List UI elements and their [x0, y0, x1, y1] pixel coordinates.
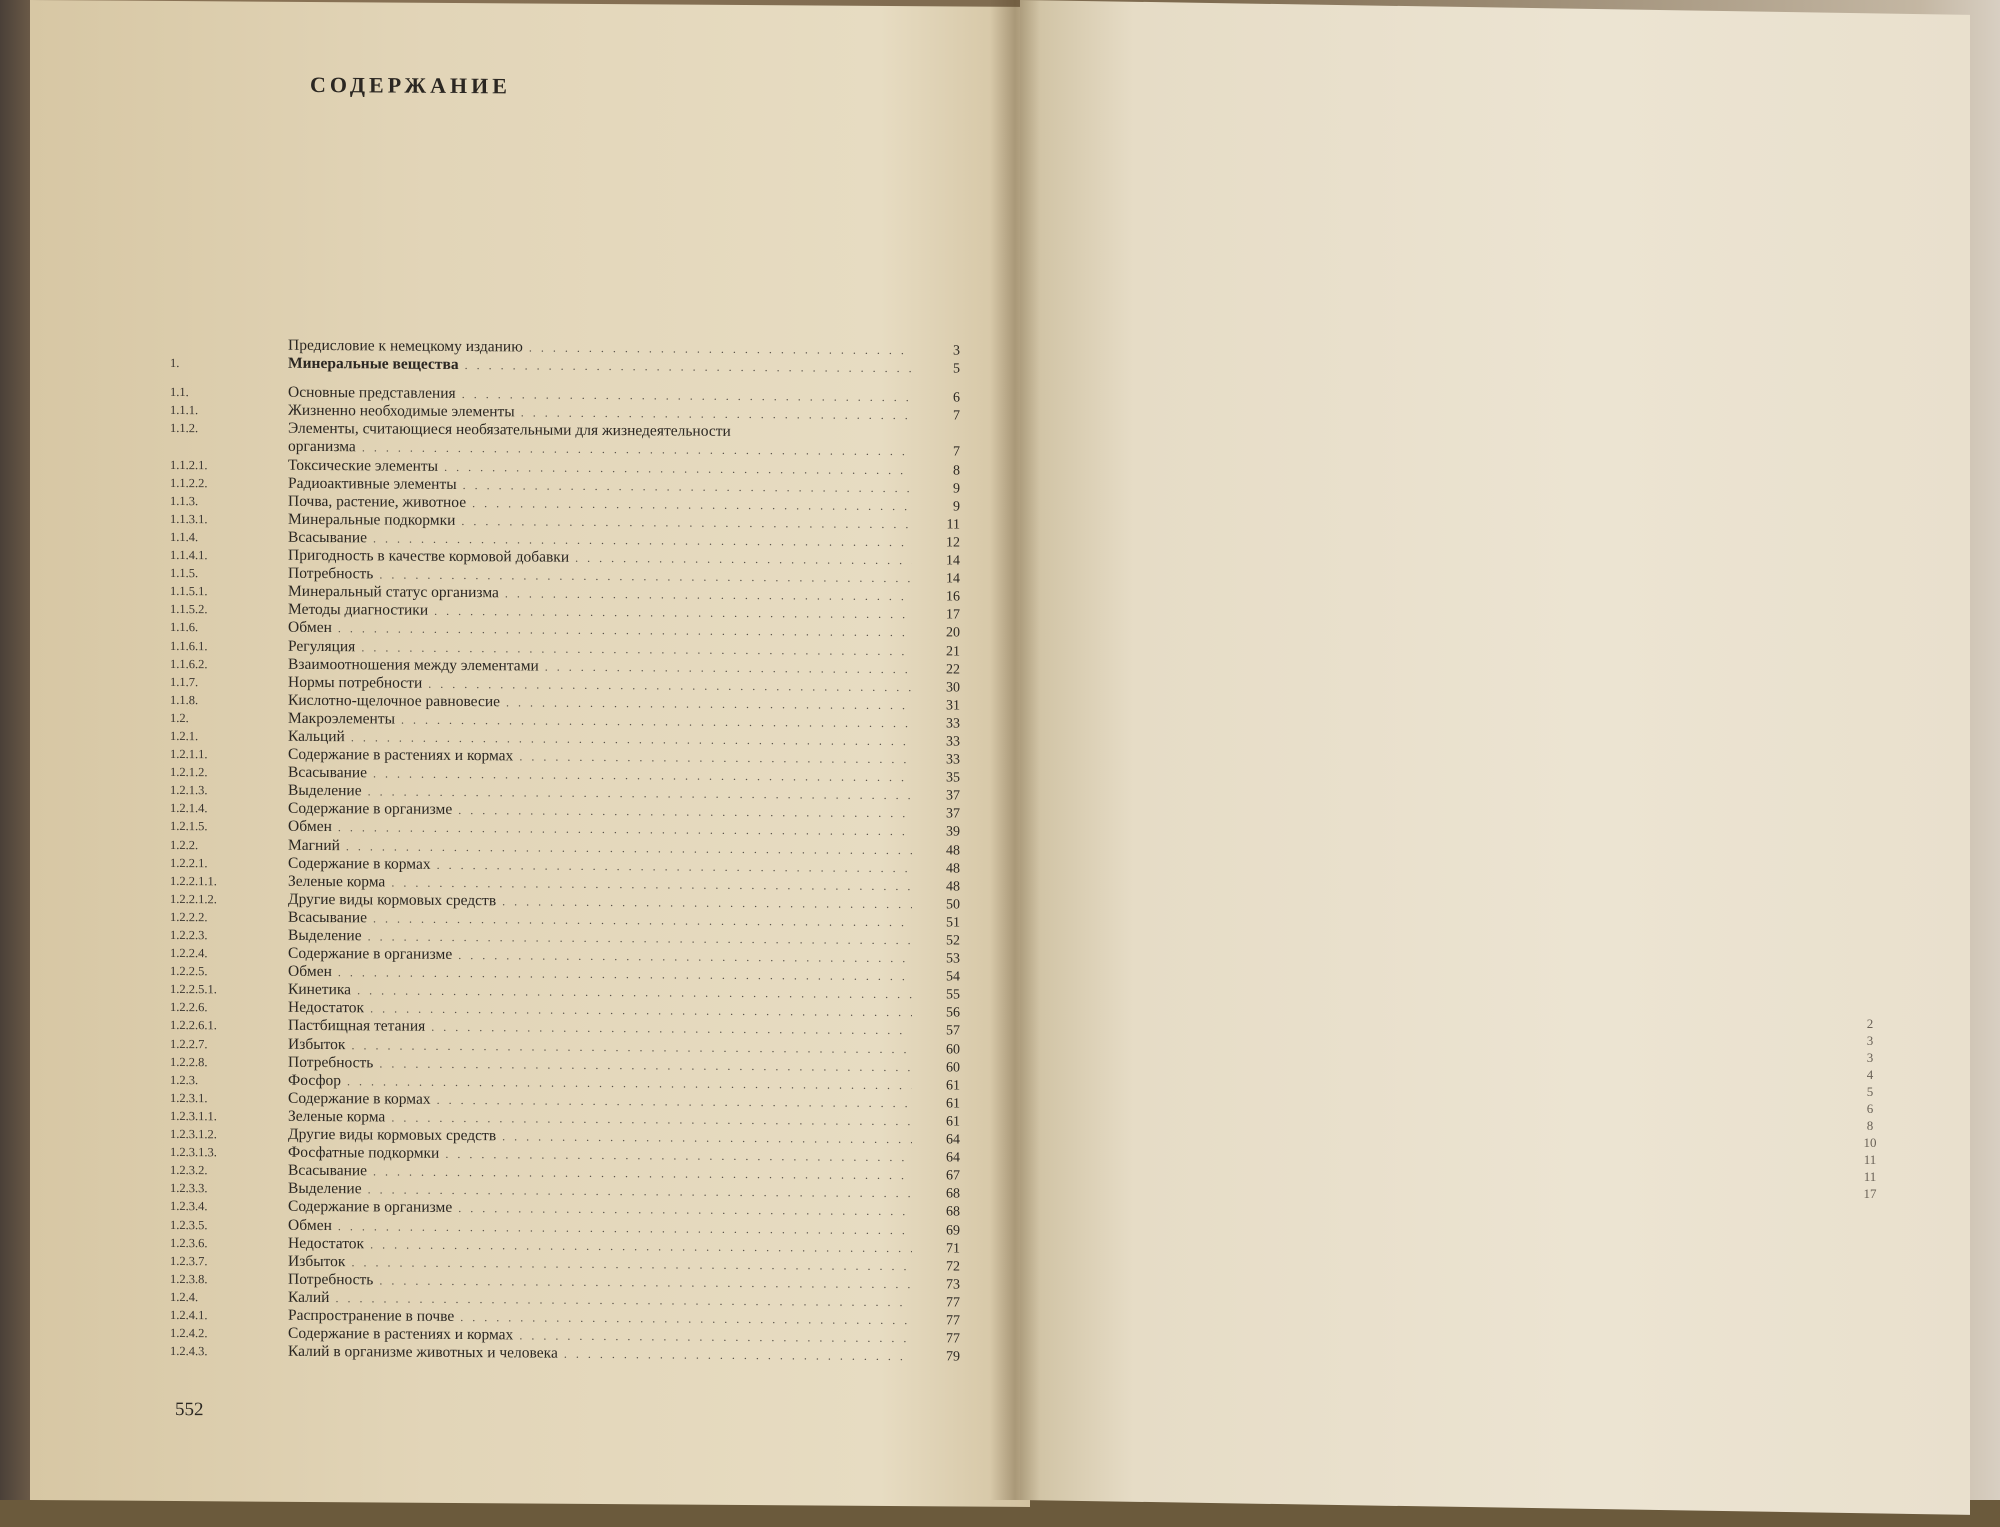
- toc-entry-title: Калий: [288, 1289, 329, 1307]
- toc-entry-title: Зеленые корма: [288, 1108, 385, 1127]
- toc-entry-title: Токсические элементы: [288, 456, 438, 475]
- toc-entry-page: 31: [918, 698, 960, 714]
- toc-leader-dots: [529, 340, 912, 358]
- toc-entry-title: Обмен: [288, 619, 332, 637]
- toc-entry-page: 33: [918, 752, 960, 768]
- toc-entry-page: 33: [918, 734, 960, 750]
- toc-entry-number: 1.2.3.2.: [170, 1163, 288, 1179]
- toc-entry-page: 14: [918, 571, 960, 587]
- toc-entry-number: 1.1.5.2.: [170, 602, 288, 618]
- toc-entry-number: 1.2.2.4.: [170, 946, 288, 962]
- toc-entry-page: 30: [918, 680, 960, 696]
- toc-entry-number: 1.2.2.5.: [170, 964, 288, 980]
- toc-entry-page: 73: [918, 1277, 960, 1293]
- toc-entry-title: Зеленые корма: [288, 873, 385, 892]
- toc-entry-page: 22: [918, 662, 960, 678]
- toc-entry-title: Выделение: [288, 782, 362, 801]
- toc-entry-title: Потребность: [288, 1053, 373, 1072]
- toc-entry-number: 1.2.3.6.: [170, 1236, 288, 1252]
- toc-entry-page: 51: [918, 915, 960, 931]
- toc-leader-dots: [437, 1093, 912, 1111]
- toc-entry-title: Пастбищная тетания: [288, 1017, 425, 1036]
- toc-entry-number: 1.: [170, 356, 288, 372]
- toc-entry-number: 1.2.1.3.: [170, 783, 288, 799]
- toc-entry-page: 77: [918, 1295, 960, 1311]
- toc-entry-page: 8: [918, 463, 960, 479]
- toc-entry-title: Пригодность в качестве кормовой добавки: [288, 547, 569, 567]
- toc-entry-title: Кислотно-щелочное равновесие: [288, 692, 500, 711]
- margin-mark: 2: [1855, 1015, 1885, 1032]
- toc-entry-title: Выделение: [288, 927, 362, 946]
- toc-entry-title: Избыток: [288, 1252, 345, 1270]
- toc-entry-number: 1.2.2.1.: [170, 856, 288, 872]
- margin-mark: 11: [1855, 1151, 1885, 1168]
- toc-entry-title: Содержание в кормах: [288, 1090, 431, 1109]
- toc-entry-title: Всасывание: [288, 909, 367, 928]
- toc-entry-page: 56: [918, 1006, 960, 1022]
- toc-entry-page: 71: [918, 1241, 960, 1257]
- toc-leader-dots: [431, 1020, 912, 1038]
- toc-leader-dots: [545, 659, 912, 677]
- toc-entry-page: 33: [918, 716, 960, 732]
- toc-entry-number: 1.2.2.6.1.: [170, 1018, 288, 1034]
- toc-entry-title: Обмен: [288, 963, 332, 981]
- page-heading: СОДЕРЖАНИЕ: [310, 72, 511, 99]
- toc-entry-page: 61: [918, 1114, 960, 1130]
- toc-entry-number: 1.2.4.2.: [170, 1326, 288, 1342]
- toc-entry-number: 1.1.2.2.: [170, 476, 288, 492]
- toc-entry-page: 57: [918, 1024, 960, 1040]
- toc-entry-page: 67: [918, 1168, 960, 1184]
- toc-entry-page: 69: [918, 1223, 960, 1239]
- toc-leader-dots: [461, 514, 912, 532]
- toc-entry-title: Избыток: [288, 1035, 345, 1053]
- toc-leader-dots: [437, 857, 912, 875]
- toc-entry-title: Недостаток: [288, 1234, 364, 1253]
- toc-entry-title: Кинетика: [288, 981, 351, 999]
- toc-leader-dots: [445, 1147, 912, 1165]
- toc-entry-title: Магний: [288, 836, 340, 854]
- toc-entry-title: Обмен: [288, 1216, 332, 1234]
- toc-entry-number: 1.1.: [170, 385, 288, 401]
- margin-mark: 17: [1855, 1185, 1885, 1202]
- toc-entry-number: 1.2.2.8.: [170, 1055, 288, 1071]
- toc-entry-number: 1.2.3.: [170, 1073, 288, 1089]
- toc-entry-title: Содержание в растениях и кормах: [288, 746, 513, 766]
- toc-entry-page: 21: [918, 644, 960, 660]
- toc-entry-page: 37: [918, 807, 960, 823]
- toc-entry-number: 1.2.2.3.: [170, 928, 288, 944]
- toc-entry-number: 1.2.2.2.: [170, 910, 288, 926]
- toc-entry-page: 54: [918, 969, 960, 985]
- toc-entry-title: Всасывание: [288, 1162, 367, 1181]
- toc-entry-title: Выделение: [288, 1180, 362, 1199]
- toc-entry-number: 1.1.3.1.: [170, 512, 288, 528]
- toc-entry-page: 9: [918, 499, 960, 515]
- toc-entry-page: 61: [918, 1096, 960, 1112]
- toc-entry-page: 16: [918, 589, 960, 605]
- margin-mark: 10: [1855, 1134, 1885, 1151]
- toc-entry-page: 52: [918, 933, 960, 949]
- toc-entry-number: 1.1.2.: [170, 421, 288, 437]
- toc-entry-number: 1.1.6.1.: [170, 638, 288, 654]
- toc-entry-page: 77: [918, 1331, 960, 1347]
- toc-entry-page: 39: [918, 825, 960, 841]
- toc-entry-title: Методы диагностики: [288, 601, 428, 620]
- toc-entry-page: 6: [918, 390, 960, 406]
- toc-entry-number: 1.1.1.: [170, 403, 288, 419]
- toc-entry-title: организма: [288, 438, 356, 456]
- toc-entry-number: 1.2.1.5.: [170, 819, 288, 835]
- toc-entry-number: 1.2.1.1.: [170, 747, 288, 763]
- toc-leader-dots: [506, 695, 912, 713]
- toc-entry-page: 11: [918, 517, 960, 533]
- toc-entry-number: 1.2.2.5.1.: [170, 982, 288, 998]
- toc-entry-number: 1.1.3.: [170, 494, 288, 510]
- toc-entry-number: 1.2.4.3.: [170, 1344, 288, 1360]
- toc-entry-title: Кальций: [288, 728, 345, 746]
- toc-entry-title: Обмен: [288, 818, 332, 836]
- toc-entry-title: Основные представления: [288, 384, 456, 403]
- toc-entry-number: 1.1.6.: [170, 620, 288, 636]
- toc-leader-dots: [519, 1328, 912, 1346]
- toc-entry-title: Недостаток: [288, 999, 364, 1018]
- toc-leader-dots: [458, 948, 912, 966]
- toc-entry-number: 1.2.1.2.: [170, 765, 288, 781]
- toc-entry-page: 68: [918, 1205, 960, 1221]
- toc-entry-title: Минеральный статус организма: [288, 583, 499, 602]
- toc-entry-number: 1.2.3.8.: [170, 1272, 288, 1288]
- toc-entry-page: 60: [918, 1060, 960, 1076]
- margin-mark: 5: [1855, 1083, 1885, 1100]
- toc-entry-number: 1.2.2.1.1.: [170, 874, 288, 890]
- toc-entry-number: 1.2.3.1.2.: [170, 1127, 288, 1143]
- toc-leader-dots: [463, 478, 912, 496]
- toc-entry-title: Регуляция: [288, 637, 355, 655]
- toc-leader-dots: [458, 1201, 912, 1219]
- toc-entry-page: 48: [918, 879, 960, 895]
- margin-mark: 6: [1855, 1100, 1885, 1117]
- toc-entry-number: 1.2.1.4.: [170, 801, 288, 817]
- toc-entry-title: Фосфор: [288, 1072, 341, 1090]
- toc-entry-title: Потребность: [288, 565, 373, 584]
- toc-entry-number: 1.2.3.3.: [170, 1181, 288, 1197]
- toc-entry-page: 7: [918, 408, 960, 424]
- toc-entry-title: Элементы, считающиеся необязательными для жизнедеятельности: [288, 420, 731, 441]
- toc-entry-page: 61: [918, 1078, 960, 1094]
- toc-entry-title: Содержание в организме: [288, 945, 452, 964]
- toc-entry-page: 9: [918, 481, 960, 497]
- toc-entry-number: 1.2.3.1.3.: [170, 1145, 288, 1161]
- toc-entry-page: 48: [918, 843, 960, 859]
- toc-entry-title: Нормы потребности: [288, 673, 422, 692]
- toc-entry-number: 1.1.8.: [170, 693, 288, 709]
- toc-entry-page: 55: [918, 987, 960, 1003]
- toc-entry-page: 60: [918, 1042, 960, 1058]
- toc-leader-dots: [465, 358, 912, 376]
- toc-entry-number: [170, 450, 288, 451]
- toc-entry-title: Содержание в организме: [288, 800, 452, 819]
- toc-leader-dots: [460, 1310, 912, 1328]
- toc-entry-page: 48: [918, 861, 960, 877]
- toc-entry-page: 14: [918, 553, 960, 569]
- toc-entry-number: 1.1.4.1.: [170, 548, 288, 564]
- left-folio: 552: [175, 1399, 204, 1421]
- book-gutter: [990, 0, 1040, 1500]
- toc-entry-title: Макроэлементы: [288, 710, 395, 729]
- toc-entry-title: Фосфатные подкормки: [288, 1144, 439, 1163]
- toc-leader-dots: [505, 587, 912, 605]
- toc-entry-title: Радиоактивные элементы: [288, 474, 457, 493]
- toc-leader-dots: [575, 551, 912, 568]
- toc-entry-title: Взаимоотношения между элементами: [288, 655, 539, 675]
- toc-leader-dots: [472, 496, 912, 514]
- toc-entry-number: 1.2.4.: [170, 1290, 288, 1306]
- toc-entry-page: 12: [918, 535, 960, 551]
- toc-entry-number: 1.1.6.2.: [170, 657, 288, 673]
- toc-entry-page: 79: [918, 1349, 960, 1365]
- toc-entry-title: Потребность: [288, 1271, 373, 1290]
- toc-entry-number: 1.2.2.6.: [170, 1000, 288, 1016]
- toc-entry-page: 7: [918, 445, 960, 461]
- toc-entry-page: 72: [918, 1259, 960, 1275]
- toc-entry-number: 1.2.: [170, 711, 288, 727]
- toc-entry-page: 68: [918, 1187, 960, 1203]
- toc-entry-page: 3: [918, 343, 960, 359]
- toc-leader-dots: [502, 1129, 912, 1147]
- toc-entry-number: 1.2.3.5.: [170, 1217, 288, 1233]
- toc-entry-number: 1.1.7.: [170, 675, 288, 691]
- toc-entry-title: Всасывание: [288, 529, 367, 548]
- toc-leader-dots: [462, 387, 912, 405]
- toc-leader-dots: [434, 604, 912, 622]
- toc-entry-number: 1.2.3.7.: [170, 1254, 288, 1270]
- toc-leader-dots: [564, 1347, 912, 1364]
- toc-entry-number: 1.2.1.: [170, 729, 288, 745]
- toc-entry-page: 5: [918, 361, 960, 377]
- margin-marks: [1855, 1015, 1885, 1202]
- toc-entry-page: 37: [918, 788, 960, 804]
- toc-entry-page: 77: [918, 1313, 960, 1329]
- toc-leader-dots: [502, 894, 912, 912]
- toc-entry-number: [170, 349, 288, 350]
- margin-mark: 11: [1855, 1168, 1885, 1185]
- toc-entry-number: 1.2.2.1.2.: [170, 892, 288, 908]
- toc-entry-title: Почва, растение, животное: [288, 493, 466, 512]
- toc-entry-number: 1.1.5.1.: [170, 584, 288, 600]
- left-page: [30, 0, 1030, 1507]
- margin-mark: 3: [1855, 1049, 1885, 1066]
- toc-entry-title: Содержание в растениях и кормах: [288, 1325, 513, 1345]
- toc-entry-number: 1.1.2.1.: [170, 458, 288, 474]
- toc-entry-number: 1.2.2.7.: [170, 1037, 288, 1053]
- right-page: [1020, 0, 1970, 1515]
- toc-entry-page: 64: [918, 1150, 960, 1166]
- toc-entry-number: 1.1.5.: [170, 566, 288, 582]
- toc-entry-page: 20: [918, 626, 960, 642]
- toc-entry-title: Жизненно необходимые элементы: [288, 402, 515, 422]
- toc-leader-dots: [519, 749, 912, 767]
- toc-entry-title: Распространение в почве: [288, 1307, 454, 1326]
- toc-leader-dots: [521, 406, 912, 424]
- toc-entry-title: Другие виды кормовых средств: [288, 891, 496, 910]
- toc-entry-number: 1.2.3.1.1.: [170, 1109, 288, 1125]
- toc-entry-number: 1.1.4.: [170, 530, 288, 546]
- toc-entry-title: Предисловие к немецкому изданию: [288, 337, 523, 357]
- toc-entry-number: 1.2.3.4.: [170, 1199, 288, 1215]
- toc-leader-dots: [444, 459, 912, 477]
- toc-entry-number: 1.2.2.: [170, 838, 288, 854]
- toc-entry-title: Всасывание: [288, 764, 367, 783]
- toc-entry-title: Минеральные вещества: [288, 355, 459, 374]
- toc-entry-page: 35: [918, 770, 960, 786]
- toc-entry-title: Содержание в кормах: [288, 854, 431, 873]
- toc-entry-title: Другие виды кормовых средств: [288, 1126, 496, 1145]
- toc-entry-page: 64: [918, 1132, 960, 1148]
- margin-mark: 3: [1855, 1032, 1885, 1049]
- toc-entry-title: Минеральные подкормки: [288, 511, 455, 530]
- toc-entry-number: 1.2.4.1.: [170, 1308, 288, 1324]
- left-toc: [170, 336, 960, 1366]
- toc-entry-number: 1.2.3.1.: [170, 1091, 288, 1107]
- toc-entry-page: 53: [918, 951, 960, 967]
- toc-entry-page: 50: [918, 897, 960, 913]
- toc-leader-dots: [458, 803, 912, 821]
- margin-mark: 4: [1855, 1066, 1885, 1083]
- toc-entry-title: Содержание в организме: [288, 1198, 452, 1217]
- margin-mark: 8: [1855, 1117, 1885, 1134]
- toc-entry-page: 17: [918, 608, 960, 624]
- toc-entry-title: Калий в организме животных и человека: [288, 1343, 558, 1363]
